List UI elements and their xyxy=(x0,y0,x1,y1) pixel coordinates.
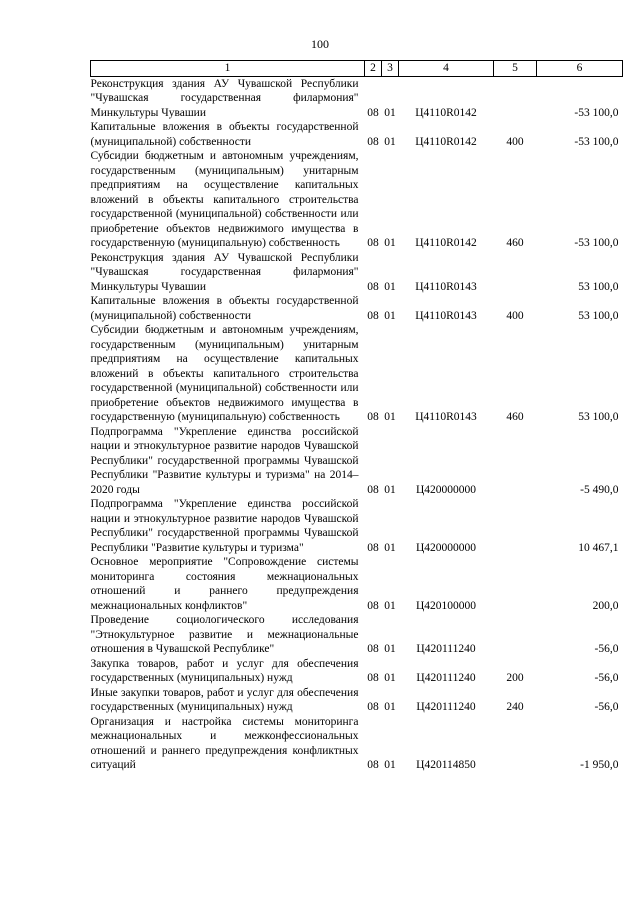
column-header: 6 xyxy=(537,61,623,77)
row-target-article-cell: Ц420100000 xyxy=(415,599,477,612)
row-expense-type-cell: 400 xyxy=(506,309,524,322)
row-section-cell: 08 xyxy=(367,599,379,612)
row-name-cell: Подпрограмма "Укрепление единства российской нации и этнокультурное развитие народов Чувашской Республики" государственной программы Чувашской Республики "Развитие культуры и туризма" xyxy=(90,498,359,554)
row-name-cell: Основное мероприятие "Сопровождение системы мониторинга состояния межнациональных отношений и раннего предупреждения межнациональных конфликтов" xyxy=(90,556,359,612)
row-target-article-cell: Ц420111240 xyxy=(416,643,476,655)
row-expense-type-cell xyxy=(494,76,537,120)
row-subsection-cell: 01 xyxy=(384,280,396,293)
row-amount-cell: 53 100,0 xyxy=(578,309,619,322)
row-amount-cell: -53 100,0 xyxy=(574,237,619,249)
row-name-cell: Организация и настройка системы мониторинга межнациональных и межконфессиональных отношений и раннего предупреждения конфликтных ситуаций xyxy=(90,715,359,771)
row-subsection-cell: 01 xyxy=(384,411,396,423)
row-subsection-cell: 01 xyxy=(384,672,396,684)
row-section-cell: 08 xyxy=(367,483,379,496)
row-subsection-cell: 01 xyxy=(384,701,396,713)
row-name-cell: Проведение социологического исследования "Этнокультурное развитие и межнациональные отношения в Чувашской Республике" xyxy=(90,614,359,655)
row-amount-cell: 10 467,1 xyxy=(578,541,619,554)
row-expense-type-cell: 460 xyxy=(506,237,524,249)
row-amount-cell: -56,0 xyxy=(594,643,619,655)
row-amount-cell: -5 490,0 xyxy=(580,483,619,496)
row-name-cell: Субсидии бюджетным и автономным учреждениям, государственным (муниципальным) унитарным предприятиям на осуществление капитальных вложений в объекты капитального строительства государственной (муниципальной) собственности или приобретение объектов недвижимого имущества в государственную (муниципальную) собственность xyxy=(90,150,359,249)
row-subsection-cell: 01 xyxy=(384,106,396,119)
row-name-cell: Капитальные вложения в объекты государственной (муниципальной) собственности xyxy=(90,295,359,322)
row-expense-type-cell xyxy=(494,251,537,295)
row-section-cell: 08 xyxy=(367,237,379,249)
column-header: 5 xyxy=(494,61,537,77)
row-amount-cell: 53 100,0 xyxy=(578,411,619,423)
row-subsection-cell: 01 xyxy=(384,541,396,554)
row-name-cell: Реконструкция здания АУ Чувашской Республики "Чувашская государственная филармония" Минкультуры Чувашии xyxy=(90,77,359,119)
table-row xyxy=(91,294,623,323)
budget-table xyxy=(90,60,623,773)
row-section-cell: 08 xyxy=(367,541,379,554)
row-subsection-cell: 01 xyxy=(384,599,396,612)
column-header: 4 xyxy=(399,61,494,77)
page-number: 100 xyxy=(311,37,329,51)
row-section-cell: 08 xyxy=(367,411,379,423)
table-row xyxy=(91,149,623,251)
row-section-cell: 08 xyxy=(367,701,379,713)
row-target-article-cell: Ц420000000 xyxy=(415,483,477,496)
row-name-cell: Подпрограмма "Укрепление единства российской нации и этнокультурное развитие народов Чувашской Республики" государственной программы Чувашской Республики "Развитие культуры и туризма" на 2014–2020 годы xyxy=(90,425,359,496)
table-row xyxy=(91,555,623,613)
row-expense-type-cell xyxy=(494,715,537,773)
row-target-article-cell: Ц4110R0142 xyxy=(415,135,477,148)
row-target-article-cell: Ц4110R0143 xyxy=(415,280,477,293)
row-amount-cell: -56,0 xyxy=(594,701,619,713)
row-section-cell: 08 xyxy=(367,643,379,655)
row-name-cell: Субсидии бюджетным и автономным учреждениям, государственным (муниципальным) унитарным предприятиям на осуществление капитальных вложений в объекты капитального строительства государственной (муниципальной) собственности или приобретение объектов недвижимого имущества в государственную (муниципальную) собственность xyxy=(90,324,359,423)
row-amount-cell: -1 950,0 xyxy=(580,759,619,771)
row-section-cell: 08 xyxy=(367,759,379,771)
row-subsection-cell: 01 xyxy=(384,643,396,655)
table-row xyxy=(91,323,623,425)
column-header: 3 xyxy=(382,61,399,77)
table-row xyxy=(91,251,623,295)
row-amount-cell: 200,0 xyxy=(592,599,619,612)
row-target-article-cell: Ц4110R0142 xyxy=(415,237,477,249)
row-name-cell: Реконструкция здания АУ Чувашской Республики "Чувашская государственная филармония" Минкультуры Чувашии xyxy=(90,251,359,293)
row-amount-cell: -53 100,0 xyxy=(574,106,619,119)
row-subsection-cell: 01 xyxy=(384,237,396,249)
row-expense-type-cell xyxy=(494,555,537,613)
row-target-article-cell: Ц4110R0142 xyxy=(415,106,477,119)
row-expense-type-cell: 200 xyxy=(506,672,524,684)
row-subsection-cell: 01 xyxy=(384,135,396,148)
table-row xyxy=(91,686,623,715)
row-section-cell: 08 xyxy=(367,672,379,684)
row-target-article-cell: Ц420000000 xyxy=(415,541,477,554)
table-row xyxy=(91,120,623,149)
row-subsection-cell: 01 xyxy=(384,309,396,322)
row-name-cell: Иные закупки товаров, работ и услуг для обеспечения государственных (муниципальных) нужд xyxy=(90,686,359,713)
row-target-article-cell: Ц4110R0143 xyxy=(415,411,477,423)
table-row xyxy=(91,76,623,120)
table-row xyxy=(91,613,623,657)
table-header-row xyxy=(91,61,623,77)
row-section-cell: 08 xyxy=(367,106,379,119)
row-target-article-cell: Ц420114850 xyxy=(416,759,476,771)
row-amount-cell: -53 100,0 xyxy=(574,135,619,148)
row-amount-cell: -56,0 xyxy=(594,672,619,684)
row-name-cell: Закупка товаров, работ и услуг для обеспечения государственных (муниципальных) нужд xyxy=(90,657,359,684)
row-expense-type-cell xyxy=(494,613,537,657)
row-expense-type-cell xyxy=(494,497,537,555)
row-target-article-cell: Ц4110R0143 xyxy=(415,309,477,322)
row-subsection-cell: 01 xyxy=(384,483,396,496)
row-section-cell: 08 xyxy=(367,309,379,322)
row-expense-type-cell: 400 xyxy=(506,135,524,148)
table-row xyxy=(91,657,623,686)
row-expense-type-cell: 240 xyxy=(506,701,524,713)
table-row xyxy=(91,425,623,498)
column-header: 2 xyxy=(365,61,382,77)
row-section-cell: 08 xyxy=(367,280,379,293)
row-name-cell: Капитальные вложения в объекты государственной (муниципальной) собственности xyxy=(90,121,359,148)
row-expense-type-cell: 460 xyxy=(506,411,524,423)
row-subsection-cell: 01 xyxy=(384,759,396,771)
table-row xyxy=(91,497,623,555)
row-section-cell: 08 xyxy=(367,135,379,148)
table-row xyxy=(91,715,623,773)
row-target-article-cell: Ц420111240 xyxy=(416,701,476,713)
row-amount-cell: 53 100,0 xyxy=(578,280,619,293)
row-expense-type-cell xyxy=(494,425,537,498)
row-target-article-cell: Ц420111240 xyxy=(416,672,476,684)
column-header: 1 xyxy=(91,61,365,77)
